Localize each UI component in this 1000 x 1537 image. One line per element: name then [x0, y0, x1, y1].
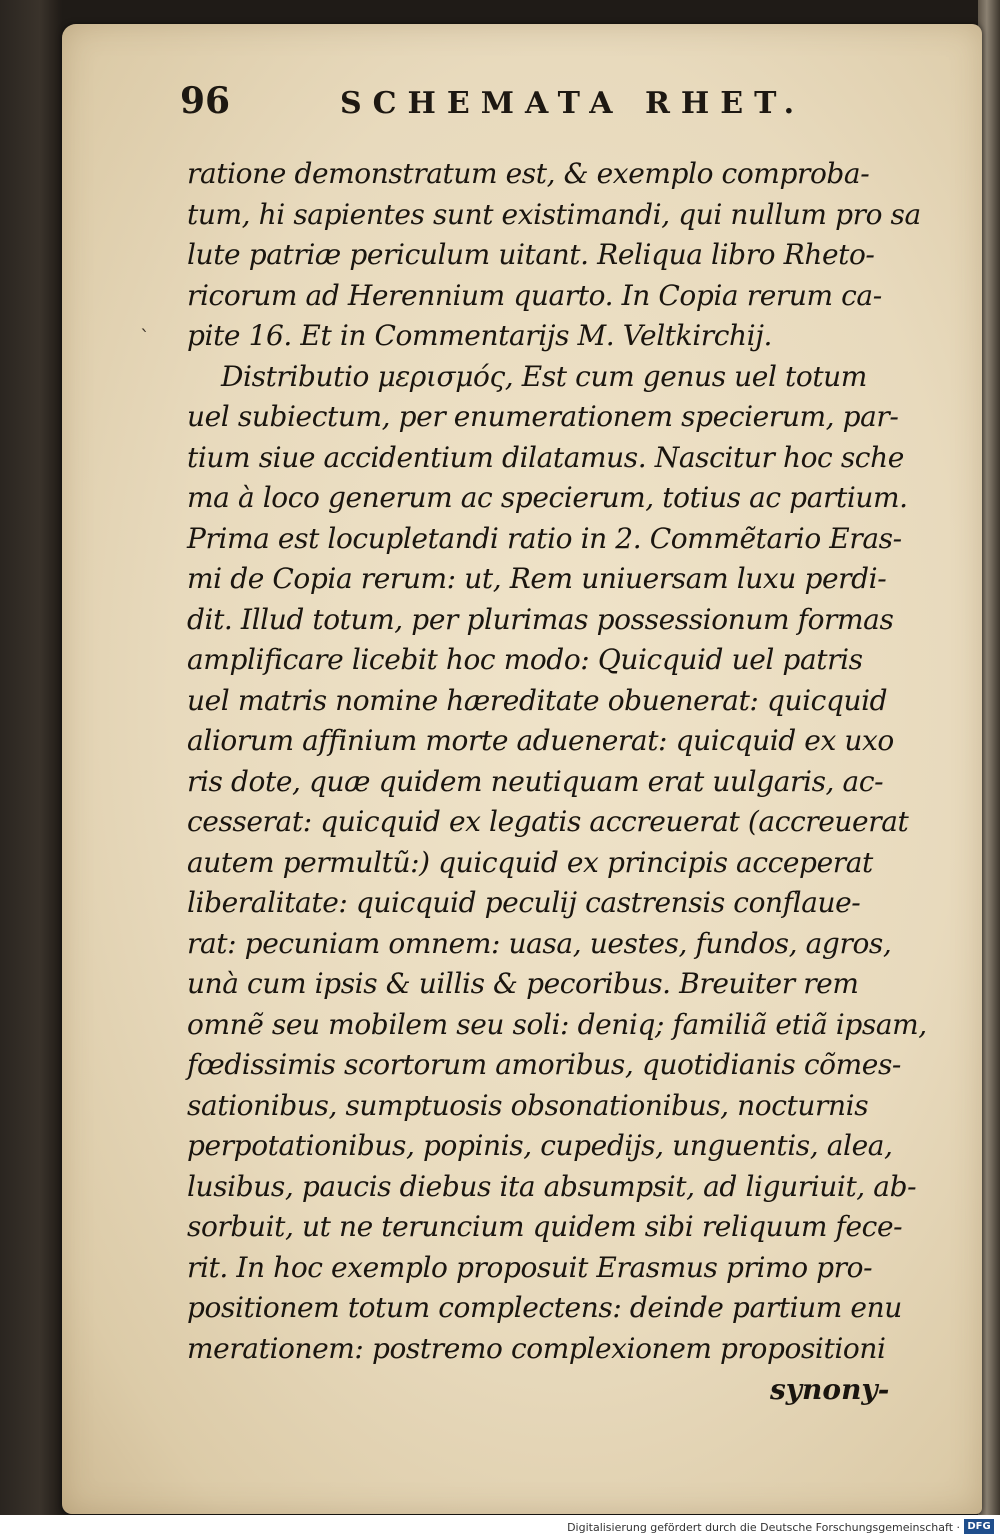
funding-credit: Digitalisierung gefördert durch die Deutsche Forschungsgemeinschaft · — [567, 1521, 960, 1534]
text-line: unà cum ipsis & uillis & pecoribus. Breuiter rem — [187, 967, 859, 1000]
text-line: sorbuit, ut ne teruncium quidem sibi reliquum fece- — [187, 1210, 903, 1243]
body-text — [187, 154, 927, 1369]
text-line: uel matris nomine hæreditate obuenerat: quicquid — [187, 683, 888, 717]
text-line: dit. Illud totum, per plurimas possessionum formas — [187, 602, 894, 636]
text-line: ratione demonstratum est, & exemplo comproba- — [187, 157, 870, 190]
text-line: rat: pecuniam omnem: uasa, uestes, fundos, agros, — [187, 926, 892, 960]
text-line: fœdissimis scortorum amoribus, quotidianis cõmes- — [187, 1048, 901, 1081]
text-line: autem permultũ:) quicquid ex principis acceperat — [187, 845, 873, 879]
text-line: lusibus, paucis diebus ita absumpsit, ad liguriuit, ab- — [187, 1169, 917, 1203]
text-line: pite 16. Et in Commentarijs M. Veltkirchij. — [187, 319, 772, 352]
text-line: lute patriæ periculum uitant. Reliqua libro Rheto- — [187, 238, 875, 271]
text-line: merationem: postremo complexionem propositioni — [187, 1331, 886, 1365]
text-line: Prima est locupletandi ratio in 2. Commẽtario Eras- — [187, 521, 902, 555]
dfg-logo-icon: DFG — [964, 1519, 994, 1534]
text-line: ris dote, quæ quidem neutiquam erat uulgaris, ac- — [187, 764, 884, 798]
text-line: aliorum affinium morte aduenerat: quicquid ex uxo — [187, 724, 894, 757]
text-line: cesserat: quicquid ex legatis accreuerat (accreuerat — [187, 805, 909, 838]
text-line: amplificare licebit hoc modo: Quicquid uel patris — [187, 643, 863, 676]
page-number: 96 — [180, 80, 231, 122]
text-line: tium siue accidentium dilatamus. Nascitur hoc sche — [187, 440, 904, 474]
margin-mark: ˋ — [140, 325, 150, 349]
footer-bar — [0, 1515, 1000, 1537]
text-line: tum, hi sapientes sunt existimandi, qui nullum pro sa — [187, 197, 921, 231]
text-line: liberalitate: quicquid peculij castrensis conflaue- — [187, 886, 861, 919]
text-line: ma à loco generum ac specierum, totius ac partium. — [187, 481, 908, 514]
text-line: rit. In hoc exemplo proposuit Erasmus primo pro- — [187, 1250, 873, 1284]
text-line: positionem totum complectens: deinde partium enu — [187, 1291, 902, 1324]
text-line: Distributio μερισμός, Est cum genus uel totum — [187, 359, 867, 393]
text-line: omnẽ seu mobilem seu soli: deniq; familiã etiã ipsam, — [187, 1007, 927, 1041]
text-line: ricorum ad Herennium quarto. In Copia rerum ca- — [187, 278, 882, 312]
page-header — [180, 78, 840, 138]
catchword: synony- — [770, 1373, 890, 1406]
text-line: perpotationibus, popinis, cupedijs, unguentis, alea, — [187, 1129, 893, 1162]
text-line: uel subiectum, per enumerationem specierum, par- — [187, 400, 899, 433]
running-head: SCHEMATA RHET. — [340, 86, 806, 121]
text-line: mi de Copia rerum: ut, Rem uniuersam luxu perdi- — [187, 562, 887, 595]
text-line: sationibus, sumptuosis obsonationibus, nocturnis — [187, 1088, 869, 1122]
